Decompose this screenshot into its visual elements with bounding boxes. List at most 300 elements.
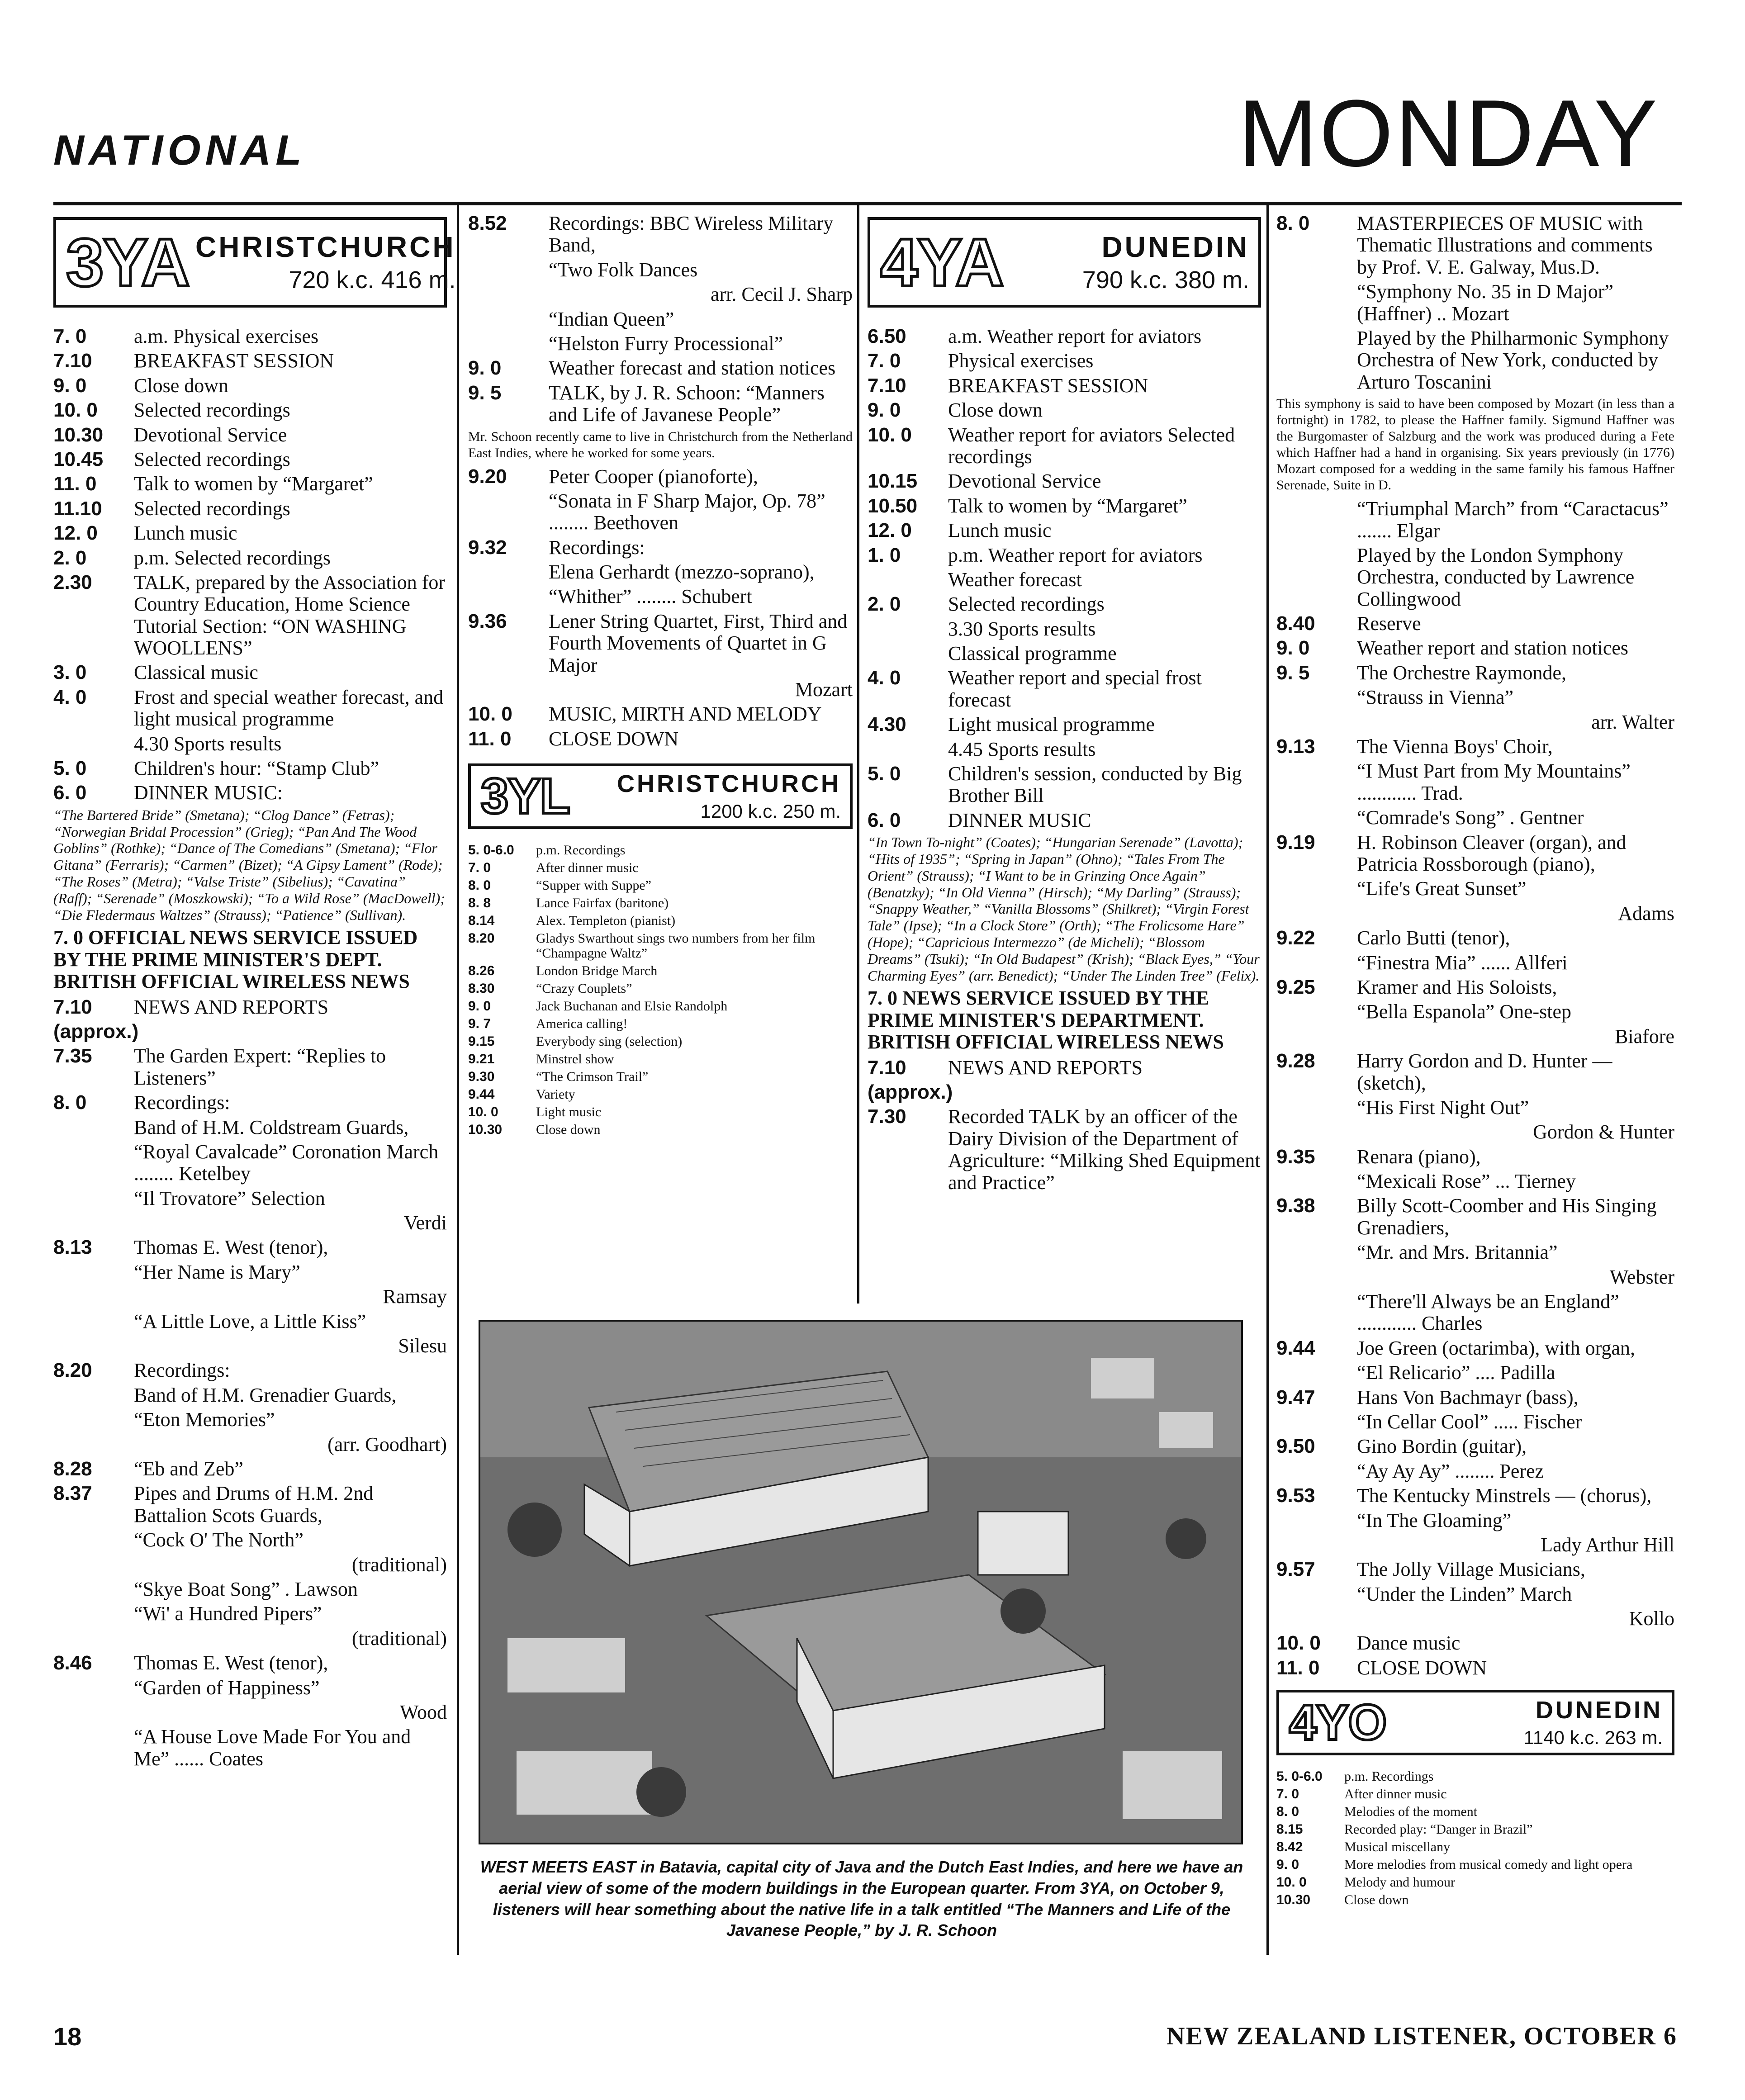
schedule-entry	[868, 763, 1261, 807]
entry-text: “Under the Linden” March	[1357, 1583, 1572, 1605]
schedule-list	[1276, 498, 1674, 1679]
entry-time: 1. 0	[868, 544, 901, 566]
entry-time	[1276, 1460, 1357, 1482]
entry-time	[53, 733, 134, 755]
schedule-entry	[53, 1702, 447, 1723]
station-box-4ya	[868, 217, 1261, 308]
entry-time	[868, 643, 948, 664]
entry-text: Recorded play: “Danger in Brazil”	[1344, 1822, 1533, 1837]
schedule-list	[1276, 213, 1674, 393]
column-divider	[457, 204, 459, 1955]
entry-text: TALK, prepared by the Association for Country Education, Home Science Tutorial Section: “ON WASHING WOOLLENS”	[134, 571, 446, 659]
entry-text: Hans Von Bachmayr (bass),	[1357, 1386, 1579, 1408]
entry-time: 7.10	[53, 995, 92, 1018]
entry-text: “Comrade's Song” . Gentner	[1357, 806, 1584, 829]
entry-time	[1276, 545, 1357, 610]
entry-time	[53, 1311, 134, 1332]
schedule-entry	[53, 1286, 447, 1308]
entry-text: Frost and special weather forecast, and light musical programme	[134, 686, 444, 730]
entry-text: “A Little Love, a Little Kiss”	[134, 1310, 366, 1332]
entry-text: Jack Buchanan and Elsie Randolph	[536, 999, 728, 1014]
entry-text: BREAKFAST SESSION	[948, 374, 1148, 397]
entry-text: London Bridge March	[536, 963, 658, 979]
entry-time: 9.13	[1276, 735, 1315, 758]
news-service: 7. 0 OFFICIAL NEWS SERVICE ISSUED BY THE PRIME MINISTER'S DEPT. BRITISH OFFICIAL WIRELESS NEWS	[53, 926, 418, 993]
entry-time: 6. 0	[53, 782, 87, 804]
entry-time: 7.35	[53, 1045, 92, 1067]
entry-text: “Triumphal March” from “Caractacus” ....... Elgar	[1357, 498, 1669, 542]
entry-time: 6.50	[868, 325, 906, 347]
entry-time	[53, 1702, 134, 1723]
entry-text: “His First Night Out”	[1357, 1096, 1529, 1119]
entry-text: Devotional Service	[134, 423, 287, 446]
schedule-entry	[868, 424, 1261, 468]
entry-time: 5. 0	[868, 763, 901, 785]
entry-text: “Royal Cavalcade” Coronation March ........ Ketelbey	[134, 1140, 439, 1185]
entry-time	[1276, 760, 1357, 804]
entry-text: “Bella Espanola” One-step	[1357, 1000, 1572, 1023]
entry-text: Gordon & Hunter	[1533, 1121, 1674, 1143]
schedule-entry	[1276, 213, 1674, 278]
entry-time: 9.15	[468, 1034, 495, 1049]
entry-text: 3.30 Sports results	[948, 617, 1096, 640]
entry-time: 9.25	[1276, 976, 1315, 998]
schedule-entry	[53, 547, 447, 569]
schedule-entry	[468, 382, 853, 426]
entry-time: 8. 0	[1276, 1804, 1299, 1820]
entry-time: 8.30	[468, 981, 495, 996]
entry-time: 8.20	[53, 1359, 92, 1382]
entry-text: MUSIC, MIRTH AND MELODY	[549, 703, 822, 725]
entry-time: 7.30	[868, 1105, 906, 1128]
entry-time	[1276, 1534, 1357, 1556]
entry-text: Selected recordings	[948, 593, 1105, 616]
entry-time: 9. 0	[53, 374, 87, 397]
entry-time: 7. 0	[53, 325, 87, 347]
entry-text: Weather report and special frost forecast	[948, 667, 1202, 711]
entry-time: 9. 5	[468, 381, 502, 404]
entry-text: “The Crimson Trail”	[536, 1069, 649, 1085]
schedule-entry	[468, 981, 853, 996]
schedule-entry	[53, 1261, 447, 1283]
schedule-entry	[53, 996, 447, 1018]
entry-text: 4.45 Sports results	[948, 738, 1096, 760]
entry-text: Alex. Templeton (pianist)	[536, 913, 676, 929]
entry-time: 8.37	[53, 1482, 92, 1505]
photo-caption: WEST MEETS EAST in Batavia, capital city of Java and the Dutch East Indies, and here we have an aerial view of some of the modern buildings in the European quarter. From 3YA, on October 9, listeners will hear something about the native life in a talk entitled “The Manners and Life of the Javanese People,” by J. R. Schoon	[480, 1858, 1243, 1940]
entry-time: 2.30	[53, 571, 92, 593]
schedule-entry	[1276, 327, 1674, 393]
schedule-entry	[53, 1117, 447, 1138]
entry-text: Musical miscellany	[1344, 1839, 1451, 1855]
talk-note: Mr. Schoon recently came to live in Christchurch from the Netherland East Indies, where he worked for some years.	[468, 429, 853, 460]
entry-text: H. Robinson Cleaver (organ), and Patricia Rossborough (piano),	[1357, 831, 1626, 875]
schedule-entry	[1276, 662, 1674, 684]
entry-time	[53, 1677, 134, 1699]
entry-text: Selected recordings	[134, 399, 290, 422]
entry-time	[1276, 1171, 1357, 1192]
station-city: CHRISTCHURCH	[617, 770, 841, 797]
station-box-4yo	[1276, 1690, 1674, 1755]
station-box-3yl	[468, 763, 853, 829]
entry-text: Renara (piano),	[1357, 1145, 1481, 1168]
schedule-entry	[468, 308, 853, 330]
entry-time	[1276, 1026, 1357, 1048]
entry-text: Webster	[1609, 1266, 1674, 1288]
schedule-entry	[1276, 613, 1674, 635]
entry-time	[53, 1188, 134, 1209]
header-rule	[53, 202, 1682, 205]
schedule-entry	[1276, 736, 1674, 758]
entry-text: “Her Name is Mary”	[134, 1261, 300, 1283]
entry-time	[868, 618, 948, 640]
schedule-entry	[53, 1483, 447, 1526]
entry-text: Dance music	[1357, 1632, 1460, 1654]
entry-text: The Jolly Village Musicians,	[1357, 1558, 1585, 1581]
dinner-music-list: “The Bartered Bride” (Smetana); “Clog Dance” (Fetras); “Norwegian Bridal Procession” (Grieg); “Pan And The Wood Goblins” (Rothke); “Dance of The Comedians” (Smetana); “Flor Gitana” (Ferraris); “Carmen” (Bizet); “A Gipsy Lament” (Rode); “The Roses” (Metra); “Valse Triste” (Sibelius); “Cavatina” (Raff); “Serenade” (Moszkowski); “To a Wild Rose” (MacDowell); “Die Fledermaus Waltzes” (Strauss); “Patience” (Sullivan).	[53, 806, 445, 923]
entry-time	[868, 739, 948, 760]
entry-time	[53, 1628, 134, 1650]
column-divider	[1266, 204, 1269, 1955]
schedule-entry	[53, 1141, 447, 1185]
entry-text: “Eb and Zeb”	[134, 1457, 243, 1480]
entry-text: NEWS AND REPORTS	[948, 1056, 1143, 1079]
entry-time	[1276, 1097, 1357, 1119]
entry-time: 9. 5	[1276, 661, 1310, 684]
entry-time	[1276, 903, 1357, 924]
schedule-entry	[1276, 1121, 1674, 1143]
entry-text: Classical programme	[948, 642, 1117, 665]
schedule-entry	[1276, 1485, 1674, 1507]
station-frequency: 1140 k.c. 263 m.	[1523, 1727, 1663, 1749]
entry-time: 11. 0	[1276, 1656, 1320, 1679]
entry-text: CLOSE DOWN	[1357, 1656, 1487, 1679]
entry-text: DINNER MUSIC:	[134, 782, 283, 804]
entry-time: 11.10	[53, 497, 102, 520]
entry-text: NEWS AND REPORTS	[134, 995, 329, 1018]
schedule-entry	[868, 593, 1261, 615]
entry-text: Thomas E. West (tenor),	[134, 1236, 328, 1259]
schedule-entry	[1276, 1097, 1674, 1119]
schedule-entry	[53, 1045, 447, 1089]
entry-time	[53, 1554, 134, 1576]
schedule-list	[468, 466, 853, 750]
entry-time: 10. 0	[53, 399, 98, 422]
entry-text: “Indian Queen”	[549, 308, 674, 330]
entry-text: p.m. Recordings	[536, 843, 626, 858]
entry-time: 12. 0	[868, 519, 912, 542]
schedule-entry	[468, 728, 853, 750]
schedule-entry	[53, 1726, 447, 1770]
entry-time	[53, 1117, 134, 1138]
entry-text: Verdi	[403, 1212, 447, 1234]
schedule-list	[468, 213, 853, 426]
schedule-entry	[468, 284, 853, 305]
schedule-entry	[1276, 711, 1674, 733]
entry-text: a.m. Weather report for aviators	[948, 325, 1202, 347]
entry-time	[53, 1434, 134, 1455]
entry-time: 9.38	[1276, 1195, 1315, 1217]
entry-time: 7. 0	[868, 350, 901, 372]
schedule-entry	[468, 843, 853, 858]
entry-text: Weather forecast	[948, 568, 1082, 591]
entry-time	[53, 1529, 134, 1551]
schedule-entry	[1276, 1171, 1674, 1192]
entry-time: 9. 0	[868, 399, 901, 422]
entry-time	[1276, 711, 1357, 733]
schedule-entry	[1276, 977, 1674, 998]
entry-time: 8. 0	[1276, 212, 1310, 234]
schedule-entry	[1276, 1510, 1674, 1531]
entry-text: Thomas E. West (tenor),	[134, 1652, 328, 1674]
schedule-entry	[868, 470, 1261, 492]
schedule-entry	[1276, 832, 1674, 876]
schedule-entry	[868, 667, 1261, 711]
entry-time: 8.13	[53, 1236, 92, 1259]
entry-text: Harry Gordon and D. Hunter — (sketch),	[1357, 1050, 1612, 1094]
entry-text: Played by the London Symphony Orchestra, conducted by Lawrence Collingwood	[1357, 544, 1635, 610]
entry-text: “There'll Always be an England” ............ Charles	[1357, 1290, 1619, 1335]
entry-text: Children's hour: “Stamp Club”	[134, 757, 379, 780]
schedule-entry	[868, 1081, 1261, 1103]
schedule-entry	[53, 687, 447, 730]
schedule-entry	[1276, 1857, 1674, 1872]
schedule-entry	[868, 545, 1261, 566]
schedule-entry	[868, 399, 1261, 421]
entry-text: TALK, by J. R. Schoon: “Manners and Life of Javanese People”	[549, 381, 825, 426]
schedule-entry	[1276, 1242, 1674, 1263]
schedule-entry	[1276, 1892, 1674, 1907]
entry-text: p.m. Weather report for aviators	[948, 544, 1203, 566]
schedule-entry	[1276, 1608, 1674, 1630]
entry-time: (approx.)	[53, 1020, 139, 1043]
entry-time	[868, 569, 948, 591]
schedule-entry	[868, 350, 1261, 372]
schedule-entry	[53, 1335, 447, 1357]
entry-time: 8.20	[468, 931, 495, 946]
schedule-entry	[868, 1106, 1261, 1194]
entry-time: 6. 0	[868, 809, 901, 831]
schedule-list	[868, 1057, 1261, 1194]
entry-time: 8.14	[468, 913, 495, 929]
entry-time: 2. 0	[53, 546, 87, 569]
schedule-entry	[1276, 637, 1674, 659]
entry-text: MASTERPIECES OF MUSIC with Thematic Illustrations and comments by Prof. V. E. Galway, Mus.D.	[1357, 212, 1653, 278]
schedule-entry	[1276, 927, 1674, 949]
entry-text: “Whither” ........ Schubert	[549, 585, 752, 608]
schedule-entry	[868, 810, 1261, 831]
entry-time: 8.28	[53, 1457, 92, 1480]
entry-text	[948, 1081, 1261, 1103]
entry-time: 10. 0	[1276, 1875, 1307, 1890]
schedule-list	[468, 843, 853, 1137]
schedule-list	[53, 996, 447, 1770]
entry-text: “Eton Memories”	[134, 1408, 275, 1431]
entry-time	[1276, 1001, 1357, 1023]
schedule-entry	[1276, 1026, 1674, 1048]
section-label: NATIONAL	[53, 126, 306, 174]
entry-text: Melodies of the moment	[1344, 1804, 1478, 1820]
entry-text: p.m. Selected recordings	[134, 546, 331, 569]
entry-time: 9. 7	[468, 1016, 491, 1032]
entry-text: Talk to women by “Margaret”	[948, 494, 1187, 517]
schedule-entry	[53, 326, 447, 347]
schedule-entry	[1276, 498, 1674, 542]
entry-time	[1276, 1362, 1357, 1384]
schedule-entry	[1276, 807, 1674, 829]
entry-text: “Wi' a Hundred Pipers”	[134, 1602, 322, 1625]
entry-time: 9.21	[468, 1052, 495, 1067]
entry-text: Gino Bordin (guitar),	[1357, 1435, 1527, 1458]
entry-time	[468, 561, 549, 583]
entry-text: Close down	[134, 374, 228, 397]
schedule-entry	[468, 466, 853, 488]
entry-time	[53, 1384, 134, 1406]
entry-time: 7.10	[53, 350, 92, 372]
schedule-entry	[53, 473, 447, 495]
entry-time	[1276, 1266, 1357, 1288]
entry-text: Kramer and His Soloists,	[1357, 976, 1557, 998]
entry-text: Weather report and station notices	[1357, 637, 1629, 659]
schedule-entry	[53, 733, 447, 755]
entry-time: 11. 0	[53, 473, 97, 495]
schedule-list	[1276, 1769, 1674, 1907]
entry-text: “Symphony No. 35 in D Major” (Haffner) .. Mozart	[1357, 280, 1614, 325]
entry-time: 9.30	[468, 1069, 495, 1085]
schedule-entry	[468, 999, 853, 1014]
entry-text: Carlo Butti (tenor),	[1357, 927, 1510, 949]
entry-text: Reserve	[1357, 612, 1421, 635]
entry-text: Melody and humour	[1344, 1875, 1455, 1890]
entry-text: Recordings:	[549, 536, 645, 559]
schedule-entry	[468, 586, 853, 607]
entry-time: 10. 0	[468, 1105, 498, 1120]
entry-text: “Strauss in Vienna”	[1357, 686, 1514, 709]
entry-text: Peter Cooper (pianoforte),	[549, 465, 759, 488]
entry-time: 5. 0	[53, 757, 87, 780]
station-box-3ya	[53, 217, 456, 308]
entry-text: Adams	[1618, 902, 1674, 924]
schedule-entry	[468, 333, 853, 355]
entry-text: BREAKFAST SESSION	[134, 350, 334, 372]
schedule-entry	[1276, 903, 1674, 924]
schedule-entry	[1276, 687, 1674, 708]
entry-text: Classical music	[134, 661, 258, 684]
schedule-entry	[53, 1603, 447, 1625]
entry-text: “Sonata in F Sharp Major, Op. 78” ........ Beethoven	[549, 489, 825, 534]
column-divider	[857, 204, 859, 1304]
schedule-entry	[468, 1087, 853, 1102]
entry-text: Selected recordings	[134, 448, 290, 470]
entry-time: 4. 0	[53, 686, 87, 708]
entry-time	[53, 1212, 134, 1234]
entry-time: 8. 8	[468, 896, 491, 911]
entry-text: Played by the Philharmonic Symphony Orchestra of New York, conducted by Arturo Toscanini	[1357, 327, 1669, 393]
entry-text: The Orchestre Raymonde,	[1357, 661, 1567, 684]
entry-time: (approx.)	[868, 1081, 953, 1103]
entry-text: Selected recordings	[134, 497, 290, 520]
schedule-entry	[53, 1652, 447, 1674]
entry-time: 10. 0	[868, 423, 912, 446]
entry-text: Elena Gerhardt (mezzo-soprano),	[549, 561, 815, 583]
entry-time	[53, 1286, 134, 1308]
schedule-entry	[1276, 1146, 1674, 1168]
entry-time: 9.32	[468, 536, 507, 559]
schedule-entry	[468, 1034, 853, 1049]
entry-time	[1276, 498, 1357, 542]
entry-time: 2. 0	[868, 593, 901, 616]
schedule-entry	[53, 1579, 447, 1600]
schedule-entry	[53, 1311, 447, 1332]
schedule-entry	[1276, 1583, 1674, 1605]
schedule-entry	[53, 399, 447, 421]
entry-time: 9.19	[1276, 831, 1315, 853]
entry-time	[468, 284, 549, 305]
column-4ya-cont	[1276, 213, 1674, 1910]
schedule-entry	[468, 878, 853, 893]
schedule-entry	[53, 1628, 447, 1650]
entry-time	[1276, 807, 1357, 829]
station-call-sign: 3YL	[481, 768, 569, 824]
entry-text: Kollo	[1629, 1607, 1674, 1630]
entry-text: Recordings:	[134, 1359, 230, 1382]
schedule-entry	[53, 1384, 447, 1406]
aerial-photo-illustration	[480, 1322, 1243, 1844]
entry-text: “Two Folk Dances	[549, 258, 698, 281]
schedule-entry	[53, 350, 447, 372]
entry-time: 9.47	[1276, 1386, 1315, 1408]
entry-time: 9.44	[1276, 1337, 1315, 1359]
schedule-entry	[1276, 1387, 1674, 1408]
entry-text: Light musical programme	[948, 713, 1155, 736]
entry-time: 8. 0	[53, 1091, 87, 1114]
entry-text: “Skye Boat Song” . Lawson	[134, 1578, 358, 1600]
entry-time	[53, 1603, 134, 1625]
entry-time: 8.42	[1276, 1839, 1303, 1855]
entry-time: 8.15	[1276, 1822, 1303, 1837]
schedule-entry	[468, 1016, 853, 1031]
news-service: 7. 0 NEWS SERVICE ISSUED BY THE PRIME MINISTER'S DEPARTMENT. BRITISH OFFICIAL WIRELESS NEWS	[868, 987, 1224, 1053]
entry-time: 9. 0	[1276, 1857, 1299, 1872]
entry-time: 12. 0	[53, 522, 98, 545]
entry-time: 7. 0	[468, 860, 491, 876]
entry-time	[1276, 1121, 1357, 1143]
schedule-entry	[1276, 1291, 1674, 1335]
schedule-entry	[468, 357, 853, 379]
station-call-sign: 4YO	[1289, 1694, 1386, 1750]
entry-text: Ramsay	[383, 1285, 447, 1308]
entry-time: 11. 0	[468, 727, 512, 750]
entry-time	[1276, 1608, 1357, 1630]
schedule-entry	[868, 569, 1261, 591]
entry-text: CLOSE DOWN	[549, 727, 679, 750]
entry-text: “Mexicali Rose” ... Tierney	[1357, 1170, 1576, 1193]
schedule-entry	[1276, 1804, 1674, 1819]
entry-time	[1276, 687, 1357, 708]
entry-time	[1276, 1510, 1357, 1531]
entry-text: “Life's Great Sunset”	[1357, 877, 1527, 900]
entry-text: arr. Walter	[1591, 711, 1674, 733]
entry-text: Everybody sing (selection)	[536, 1034, 683, 1049]
dinner-music-list: “In Town To-night” (Coates); “Hungarian Serenade” (Lavotta); “Hits of 1935”; “Spring in Japan” (Ohno); “Tales From The Orient” (Strauss); “I Want to be in Grinzing Once Again” (Benatzky); “In Old Vienna” (Hirsch); “My Darling” (Strauss); “Snappy Weather,” “Vanilla Blossoms” (Shilkret); “Virgin Forest Tale” (Ipse); “In a Clock Store” (Orth); “The Frolicsome Hare” (Hope); “Capricious Intermezzo” (de Micheli); “Blossom Dreams” (Tsuki); “In Old Budapest” (Krish); “Black Eyes,” “Your Charming Eyes” (arr. Benedict); “Under The Linden Tree” (Felix).	[868, 834, 1260, 984]
entry-text: (traditional)	[351, 1553, 447, 1576]
entry-text: America calling!	[536, 1016, 628, 1032]
entry-time	[1276, 1583, 1357, 1605]
schedule-entry	[468, 561, 853, 583]
entry-time: 9.20	[468, 465, 507, 488]
schedule-entry	[468, 860, 853, 875]
entry-text: “Ay Ay Ay” ........ Perez	[1357, 1460, 1544, 1482]
